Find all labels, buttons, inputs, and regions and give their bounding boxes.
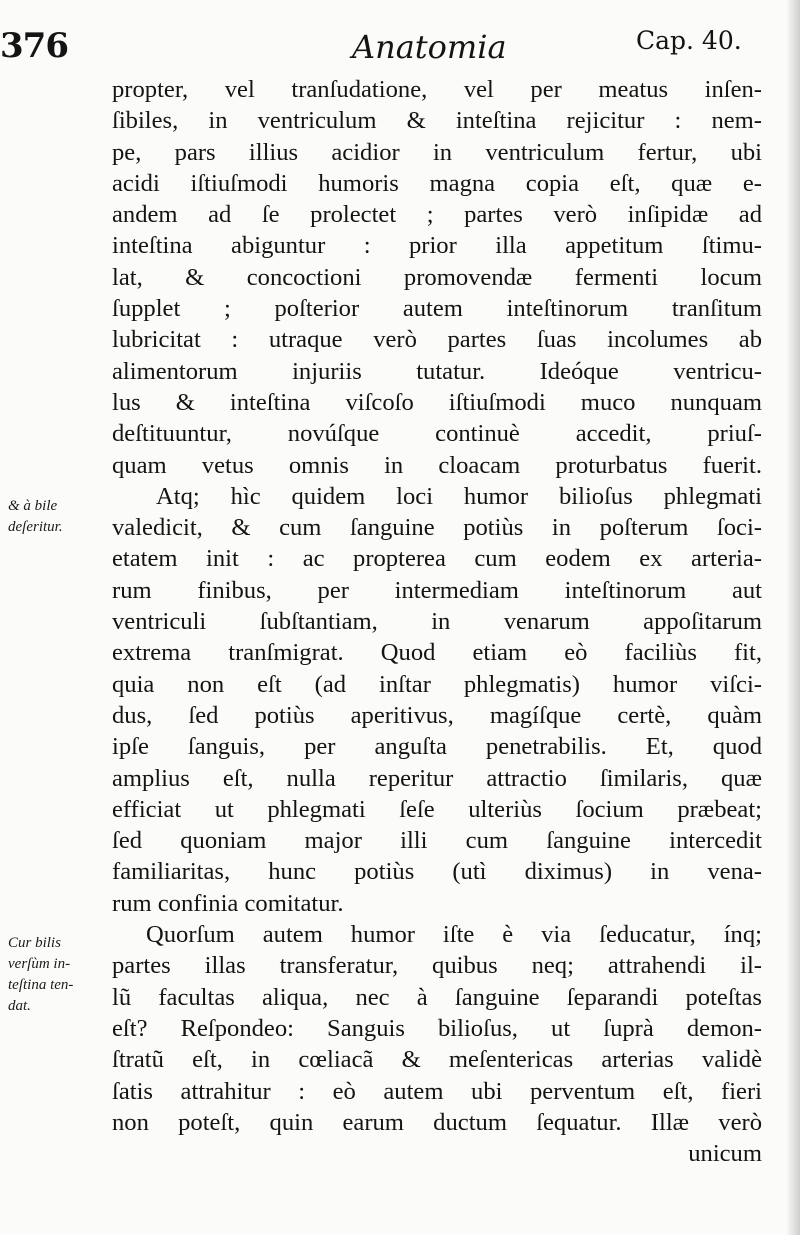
text-line: rum confinia comitatur. [112, 889, 344, 917]
text-line: ſtratũ eſt, in cœliacã & meſentericas arterias validè [112, 1046, 762, 1074]
text-line: Atq; hìc quidem loci humor bilioſus phlegmati [156, 482, 762, 510]
text-line: dus, ſed potiùs aperitivus, magíſque certè, quàm [112, 701, 762, 729]
text-line: amplius eſt, nulla reperitur attractio ſimilaris, quæ [112, 764, 762, 792]
text-line: efficiat ut phlegmati ſeſe ulteriùs ſocium præbeat; [112, 795, 762, 823]
text-line: non poteſt, quin earum ductum ſequatur. Illæ verò [112, 1108, 762, 1136]
body-text [112, 74, 762, 1169]
text-line: lat, & concoctioni promovendæ fermenti locum [112, 263, 762, 291]
text-line: lubricitat : utraque verò partes ſuas incolumes ab [112, 326, 762, 354]
text-line: familiaritas, hunc potiùs (utì diximus) in vena- [112, 858, 762, 886]
page-number: 376 [0, 26, 68, 66]
text-line: ſed quoniam major illi cum ſanguine intercedit [112, 827, 762, 855]
margin-note-line: dat. [8, 998, 31, 1014]
text-line: lũ facultas aliqua, nec à ſanguine ſeparandi poteſtas [112, 983, 762, 1011]
text-line: rum finibus, per intermediam inteſtinorum aut [112, 576, 762, 604]
text-line: inteſtina abiguntur : prior illa appetitum ſtimu- [112, 232, 762, 260]
text-line: eſt? Reſpondeo: Sanguis bilioſus, ut ſuprà demon- [112, 1014, 762, 1042]
text-line: partes illas transferatur, quibus neq; attrahendi il- [112, 952, 762, 980]
text-line: valedicit, & cum ſanguine potiùs in poſterum ſoci- [112, 514, 762, 542]
text-line: ſatis attrahitur : eò autem ubi perventum eſt, fieri [112, 1077, 762, 1105]
text-line: propter, vel tranſudatione, vel per meatus inſen- [112, 76, 762, 103]
margin-note-line: teſtina ten- [8, 977, 74, 993]
margin-note-line: verſùm in- [8, 956, 71, 972]
text-line: ſibiles, in ventriculum & inteſtina rejicitur : nem- [112, 107, 762, 135]
margin-note-cur-bilis [8, 933, 108, 1017]
text-line: acidi iſtiuſmodi humoris magna copia eſt, quæ e- [112, 169, 762, 197]
text-line: lus & inteſtina viſcoſo iſtiuſmodi muco nunquam [112, 388, 762, 416]
margin-note-bile [8, 496, 108, 538]
text-line: etatem init : ac propterea cum eodem ex arteria- [112, 545, 762, 573]
text-line: quia non eſt (ad inſtar phlegmatis) humor viſci- [112, 670, 762, 698]
margin-note-line: Cur bilis [8, 935, 61, 951]
text-line: extrema tranſmigrat. Quod etiam eò faciliùs fit, [112, 639, 762, 667]
text-line: pe, pars illius acidior in ventriculum fertur, ubi [112, 138, 762, 166]
running-title: Anatomia [352, 28, 507, 66]
text-line: andem ad ſe prolectet ; partes verò inſipidæ ad [112, 201, 762, 229]
page-header [0, 24, 800, 68]
text-line: quam vetus omnis in cloacam proturbatus fuerit. [112, 451, 762, 479]
margin-note-line: & à bile [8, 498, 58, 514]
chapter-label: Cap. 40. [636, 26, 742, 55]
text-line: ipſe ſanguis, per anguſta penetrabilis. Et, quod [112, 733, 762, 761]
text-line: ſupplet ; poſterior autem inteſtinorum tranſitum [112, 295, 762, 323]
margin-note-line: deſeritur. [8, 519, 63, 535]
text-line: Quorſum autem humor iſte è via ſeducatur, ínq; [146, 921, 762, 949]
text-line: alimentorum injuriis tutatur. Ideóque ventricu- [112, 357, 762, 385]
catchword: unicum [688, 1140, 762, 1168]
text-line: deſtituuntur, novúſque continuè accedit, priuſ- [112, 420, 762, 448]
page-edge-shadow [786, 0, 800, 1235]
text-line: ventriculi ſubſtantiam, in venarum appoſitarum [112, 608, 762, 636]
